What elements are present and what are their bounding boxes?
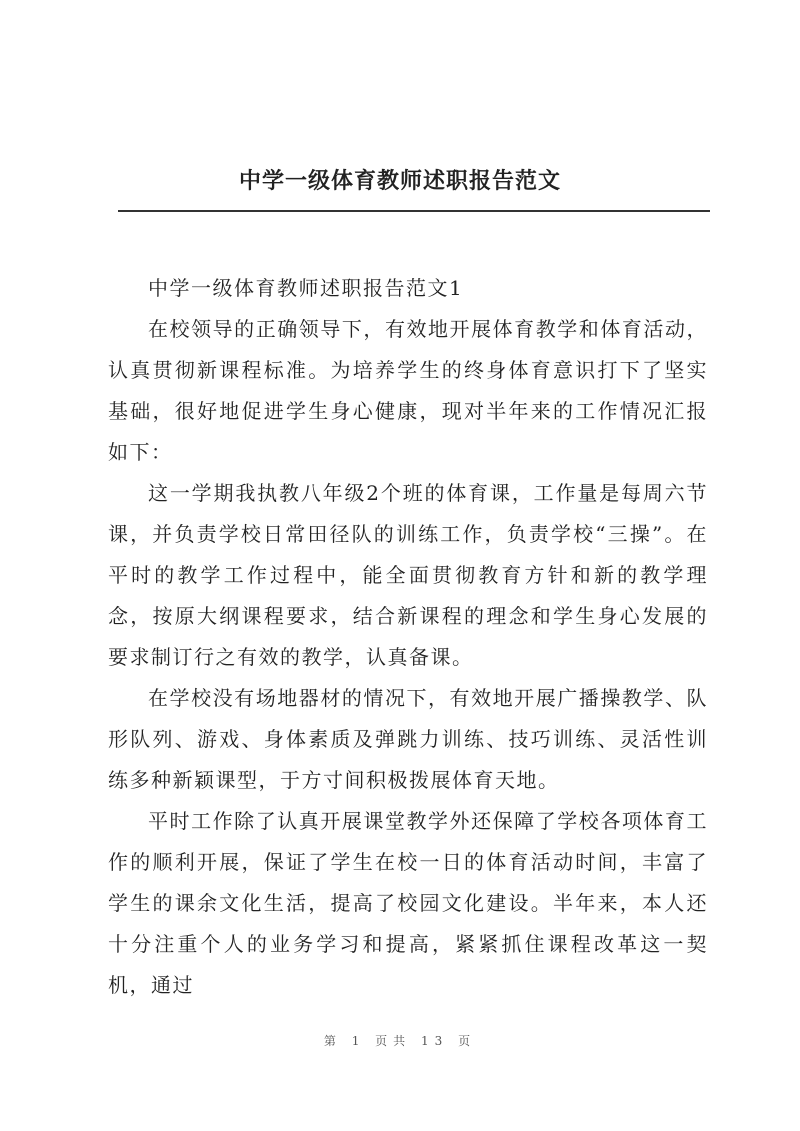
document-body — [108, 268, 708, 1006]
title-divider — [118, 210, 710, 212]
document-title: 中学一级体育教师述职报告范文 — [238, 168, 561, 194]
paragraph: 在学校没有场地器材的情况下，有效地开展广播操教学、队形队列、游戏、身体素质及弹跳力训练、技巧训练、灵活性训练多种新颖课型，于方寸间积极拨展体育天地。 — [108, 686, 708, 792]
page-number-footer: 第 1 页共 13 页 — [323, 1034, 477, 1048]
paragraph: 平时工作除了认真开展课堂教学外还保障了学校各项体育工作的顺利开展，保证了学生在校一日的体育活动时间，丰富了学生的课余文化生活，提高了校园文化建设。半年来，本人还十分注重个人的业务学习和提高，紧紧抓住课程改革这一契机，通过 — [108, 809, 708, 997]
section-heading: 中学一级体育教师述职报告范文1 — [148, 276, 464, 300]
paragraph: 在校领导的正确领导下，有效地开展体育教学和体育活动，认真贯彻新课程标准。为培养学生的终身体育意识打下了坚实基础，很好地促进学生身心健康，现对半年来的工作情况汇报如下： — [108, 317, 708, 464]
paragraph: 这一学期我执教八年级2个班的体育课，工作量是每周六节课，并负责学校日常田径队的训练工作，负责学校“三操”。在平时的教学工作过程中，能全面贯彻教育方针和新的教学理念，按原大纲课程要求，结合新课程的理念和学生身心发展的要求制订行之有效的教学，认真备课。 — [108, 481, 708, 669]
